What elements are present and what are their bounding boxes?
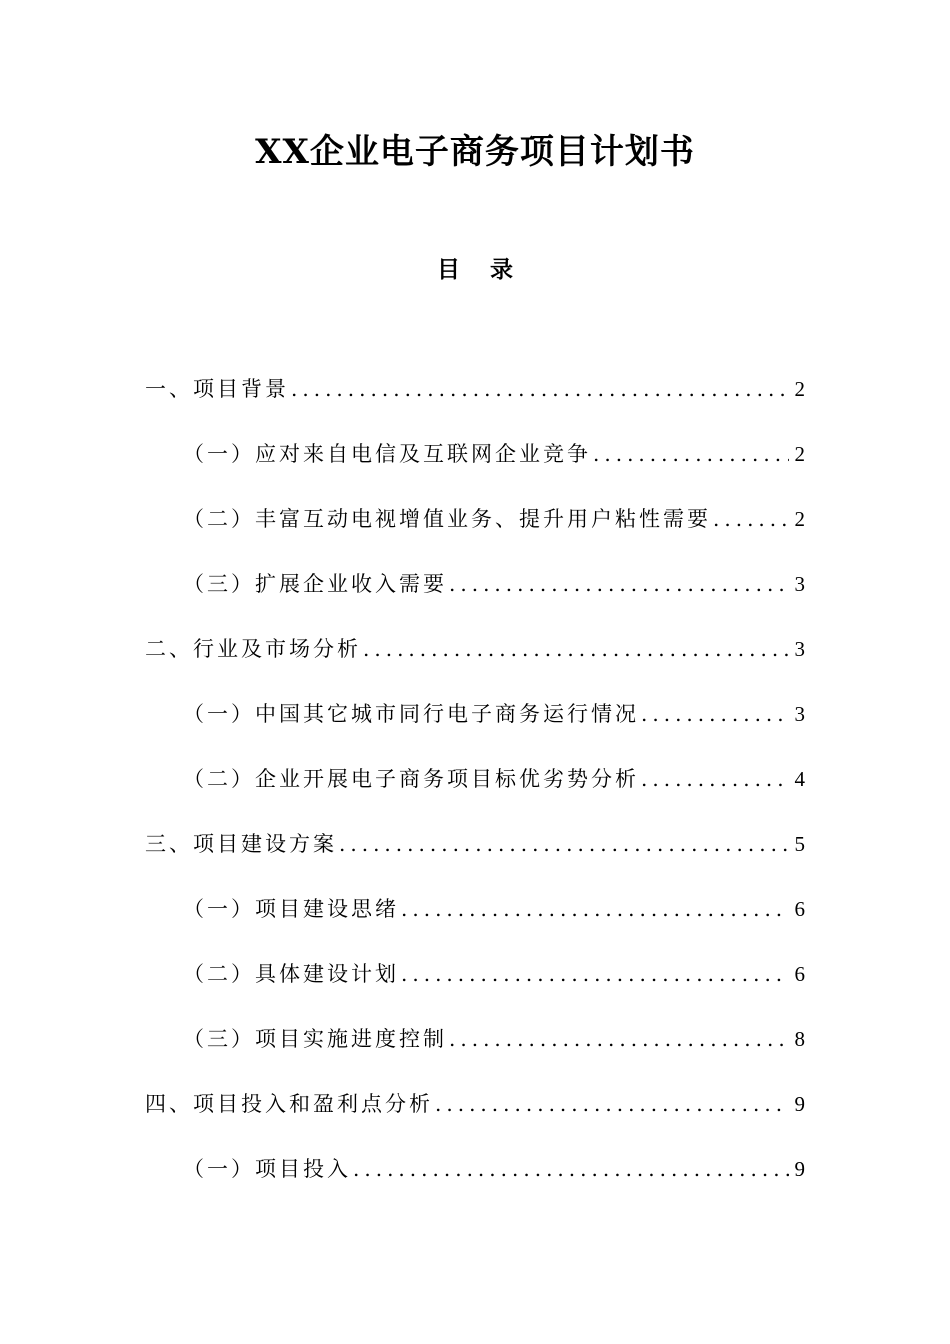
- toc-entry-subsection[interactable]: [183, 1010, 805, 1054]
- toc-entry-subsection[interactable]: [183, 425, 805, 469]
- toc-page-number: 8: [794, 1027, 805, 1051]
- toc-page-number: 2: [794, 507, 805, 531]
- toc-page-number: 2: [794, 377, 805, 401]
- document-title: XX企业电子商务项目计划书: [255, 132, 695, 172]
- dot-leader: [449, 569, 789, 599]
- toc-page-number: 9: [794, 1092, 805, 1116]
- dot-leader: [363, 634, 789, 664]
- dot-leader: [449, 1024, 789, 1054]
- toc-page-number: 3: [794, 702, 805, 726]
- toc-page-number: 4: [794, 767, 805, 791]
- toc-page-number: 6: [794, 897, 805, 921]
- dot-leader: [713, 504, 789, 534]
- toc-entry-text: 二、行业及市场分析: [145, 637, 361, 661]
- toc-entry-text: （二）具体建设计划: [183, 962, 399, 986]
- toc-heading: 目录: [437, 256, 543, 283]
- toc-page-number: 3: [794, 637, 805, 661]
- toc-entry-text: 一、项目背景: [145, 377, 289, 401]
- toc-entry-text: （一）项目投入: [183, 1157, 351, 1181]
- toc-entry-text: （三）项目实施进度控制: [183, 1027, 447, 1051]
- dot-leader: [291, 374, 789, 404]
- toc-entry-section-4[interactable]: [145, 1075, 805, 1119]
- toc-entry-text: （二）企业开展电子商务项目标优劣势分析: [183, 767, 639, 791]
- toc-entry-text: （一）中国其它城市同行电子商务运行情况: [183, 702, 639, 726]
- toc-entry-subsection[interactable]: [183, 1140, 805, 1184]
- toc-entry-section-3[interactable]: [145, 815, 805, 859]
- dot-leader: [593, 439, 789, 469]
- dot-leader: [435, 1089, 789, 1119]
- toc-entry-subsection[interactable]: [183, 685, 805, 729]
- toc-entry-text: （二）丰富互动电视增值业务、提升用户粘性需要: [183, 507, 711, 531]
- toc-entry-subsection[interactable]: [183, 750, 805, 794]
- toc-entry-subsection[interactable]: [183, 945, 805, 989]
- dot-leader: [641, 764, 789, 794]
- toc-entry-text: （一）项目建设思绪: [183, 897, 399, 921]
- toc-entry-text: 四、项目投入和盈利点分析: [145, 1092, 433, 1116]
- toc-entry-text: （三）扩展企业收入需要: [183, 572, 447, 596]
- toc-page-number: 5: [794, 832, 805, 856]
- dot-leader: [401, 894, 789, 924]
- toc-entry-section-1[interactable]: [145, 360, 805, 404]
- toc-entry-subsection[interactable]: [183, 880, 805, 924]
- toc-page-number: 2: [794, 442, 805, 466]
- dot-leader: [641, 699, 789, 729]
- toc-page-number: 3: [794, 572, 805, 596]
- toc-page-number: 9: [794, 1157, 805, 1181]
- toc-page-number: 6: [794, 962, 805, 986]
- dot-leader: [401, 959, 789, 989]
- toc-entry-subsection[interactable]: [183, 555, 805, 599]
- toc-entry-text: 三、项目建设方案: [145, 832, 337, 856]
- toc-entry-subsection[interactable]: [183, 490, 805, 534]
- dot-leader: [353, 1154, 789, 1184]
- toc-entry-section-2[interactable]: [145, 620, 805, 664]
- toc-entry-text: （一）应对来自电信及互联网企业竞争: [183, 442, 591, 466]
- dot-leader: [339, 829, 789, 859]
